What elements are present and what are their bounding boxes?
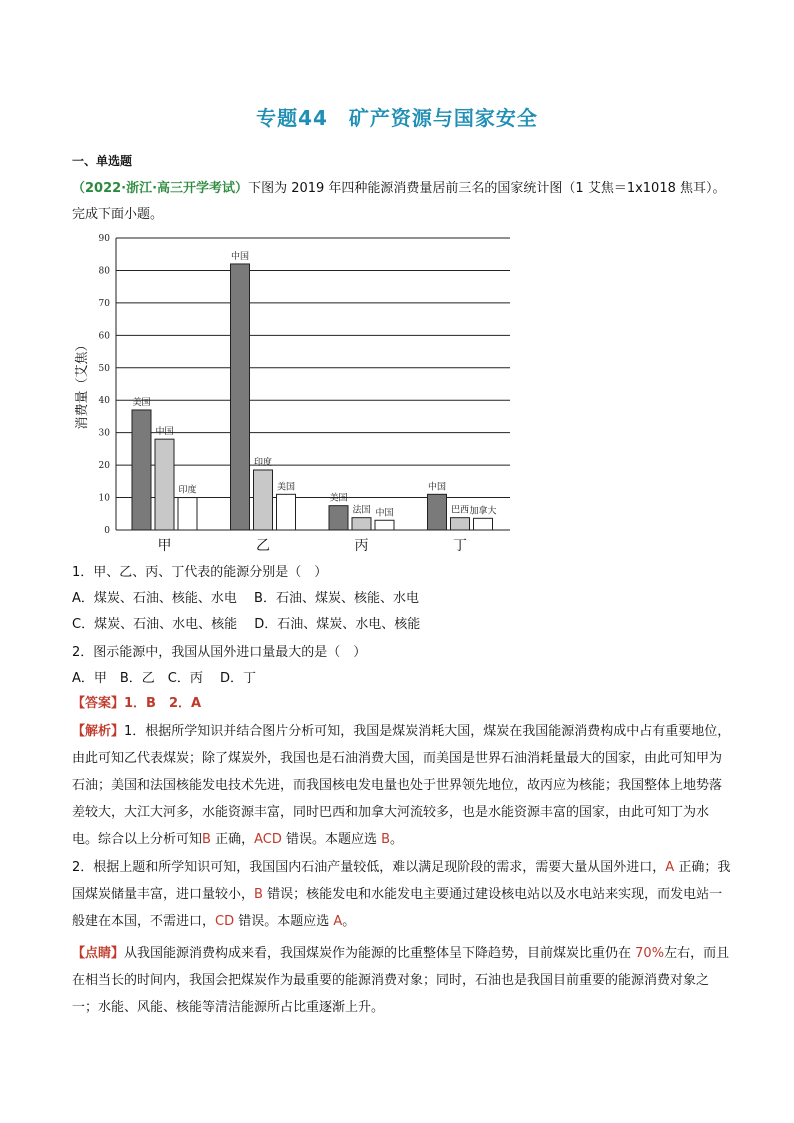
bar-乙-美国 [277, 494, 296, 530]
analysis-text: 错误。本题应选 [281, 832, 382, 847]
bar-乙-中国 [231, 264, 250, 530]
x-category-label: 甲 [157, 538, 172, 554]
question-2-options: A．甲 B．乙 C．丙 D．丁 [72, 671, 257, 686]
analysis-paragraph-1 [72, 718, 732, 853]
page-title: 专题44 矿产资源与国家安全 [256, 106, 538, 130]
question-2: 2．图示能源中，我国从国外进口量最大的是（ ） [72, 645, 367, 660]
bar-甲-美国 [132, 410, 151, 530]
y-tick-label: 10 [98, 493, 110, 504]
bar-乙-印度 [254, 470, 273, 530]
bar-country-label: 巴西 [450, 505, 470, 516]
analysis-highlight: B [381, 832, 391, 847]
bar-丁-中国 [428, 494, 447, 530]
analysis-text: 。 [342, 914, 356, 929]
y-tick-label: 60 [98, 331, 110, 342]
bar-丁-加拿大 [474, 518, 493, 530]
bar-丙-法国 [352, 518, 371, 530]
bar-country-label: 美国 [276, 482, 296, 493]
bar-丁-巴西 [451, 518, 470, 530]
y-tick-label: 0 [104, 526, 110, 536]
bar-country-label: 美国 [132, 397, 151, 408]
analysis-highlight: B [254, 887, 263, 902]
tip-text: 左右，而且在相当长的时间内，我国会把煤炭作为最重要的能源消费对象；同时，石油也是我国目前重要的能源消费对象之一；水能、风能、核能等清洁能源所占比重逐渐上升。 [72, 946, 730, 1015]
bar-丙-美国 [329, 506, 348, 530]
bar-country-label: 印度 [253, 457, 273, 468]
bar-country-label: 中国 [155, 427, 174, 438]
section-heading: 一、单选题 [72, 154, 133, 168]
bar-country-label: 中国 [375, 508, 394, 519]
energy-consumption-bar-chart [70, 226, 520, 556]
analysis-text: 2．根据上题和所学知识可知，我国国内石油产量较低，难以满足现阶段的需求，需要大量从国外进口， [72, 860, 666, 875]
bar-country-label: 印度 [178, 485, 197, 496]
bar-甲-印度 [178, 498, 197, 530]
analysis-highlight: B [202, 832, 211, 847]
analysis-highlight: ACD [254, 832, 282, 847]
tip-text: 从我国能源消费构成来看，我国煤炭作为能源的比重整体呈下降趋势，目前煤炭比重仍在 [124, 946, 636, 961]
tip-highlight: 70% [635, 946, 665, 961]
y-axis-label: 消费量（艾焦） [75, 338, 90, 430]
bar-丙-中国 [375, 520, 394, 530]
question-1: 1．甲、乙、丙、丁代表的能源分别是（ ） [72, 565, 328, 580]
x-category-label: 丁 [453, 538, 467, 554]
y-tick-label: 20 [98, 461, 110, 472]
y-tick-label: 40 [98, 396, 110, 407]
x-category-label: 丙 [354, 538, 369, 554]
intro-text-2: 完成下面小题。 [72, 207, 164, 222]
question-source: （2022·浙江·高三开学考试） [72, 181, 249, 196]
analysis-highlight: A [665, 860, 675, 875]
question-1-options-cd: C．煤炭、石油、水电、核能 D．石油、煤炭、水电、核能 [72, 617, 421, 632]
bar-country-label: 加拿大 [469, 506, 497, 517]
intro-text: 下图为 2019 年四种能源消费量居前三名的国家统计图（1 艾焦＝1x1018 焦耳）。 [248, 181, 726, 196]
y-tick-label: 90 [98, 234, 110, 244]
analysis-paragraph-2 [72, 854, 732, 935]
question-1-options-ab: A．煤炭、石油、核能、水电 B．石油、煤炭、核能、水电 [72, 591, 419, 606]
y-tick-label: 30 [98, 428, 110, 439]
analysis-tag: 【解析】 [72, 724, 125, 739]
analysis-text: 。 [390, 832, 404, 847]
analysis-text: 错误；核能发电和水能发电主要通过建设核电站以及水电站来实现，而发电站一般建在本国，不需进口， [72, 887, 723, 929]
bar-country-label: 法国 [352, 505, 371, 516]
analysis-text: 正确， [210, 832, 255, 847]
analysis-text: 正确；我国煤炭储量丰富，进口量较小， [72, 860, 731, 902]
answer-line: 【答案】1．B 2．A [72, 696, 202, 711]
bar-country-label: 中国 [230, 251, 250, 262]
x-category-label: 乙 [256, 538, 270, 554]
tip-paragraph [72, 940, 732, 1021]
y-tick-label: 70 [98, 298, 110, 309]
question-intro [72, 176, 732, 228]
y-tick-label: 50 [98, 363, 110, 374]
bar-country-label: 美国 [329, 493, 348, 504]
analysis-highlight: CD [215, 914, 235, 929]
bar-甲-中国 [155, 439, 174, 530]
bar-country-label: 中国 [427, 482, 447, 493]
analysis-text: 错误。本题应选 [234, 914, 334, 929]
tip-tag: 【点睛】 [72, 946, 125, 961]
analysis-text: 1．根据所学知识并结合图片分析可知，我国是煤炭消耗大国，煤炭在我国能源消费构成中占有重要地位，由此可知乙代表煤炭；除了煤炭外，我国也是石油消费大国，而美国是世界石油消耗量最大的国家，由此可知甲为石油；美国和法国核能发电技术先进，而我国核电发电量也处于世界领先地位，故丙应为核能；我国整体上地势落差较大，大江大河多，水能资源丰富，同时巴西和加拿大河流较多，也是水能资源丰富的国家，由此可知丁为水电。综合以上分析可知 [72, 724, 731, 847]
analysis-highlight: A [333, 914, 343, 929]
y-tick-label: 80 [98, 266, 110, 277]
